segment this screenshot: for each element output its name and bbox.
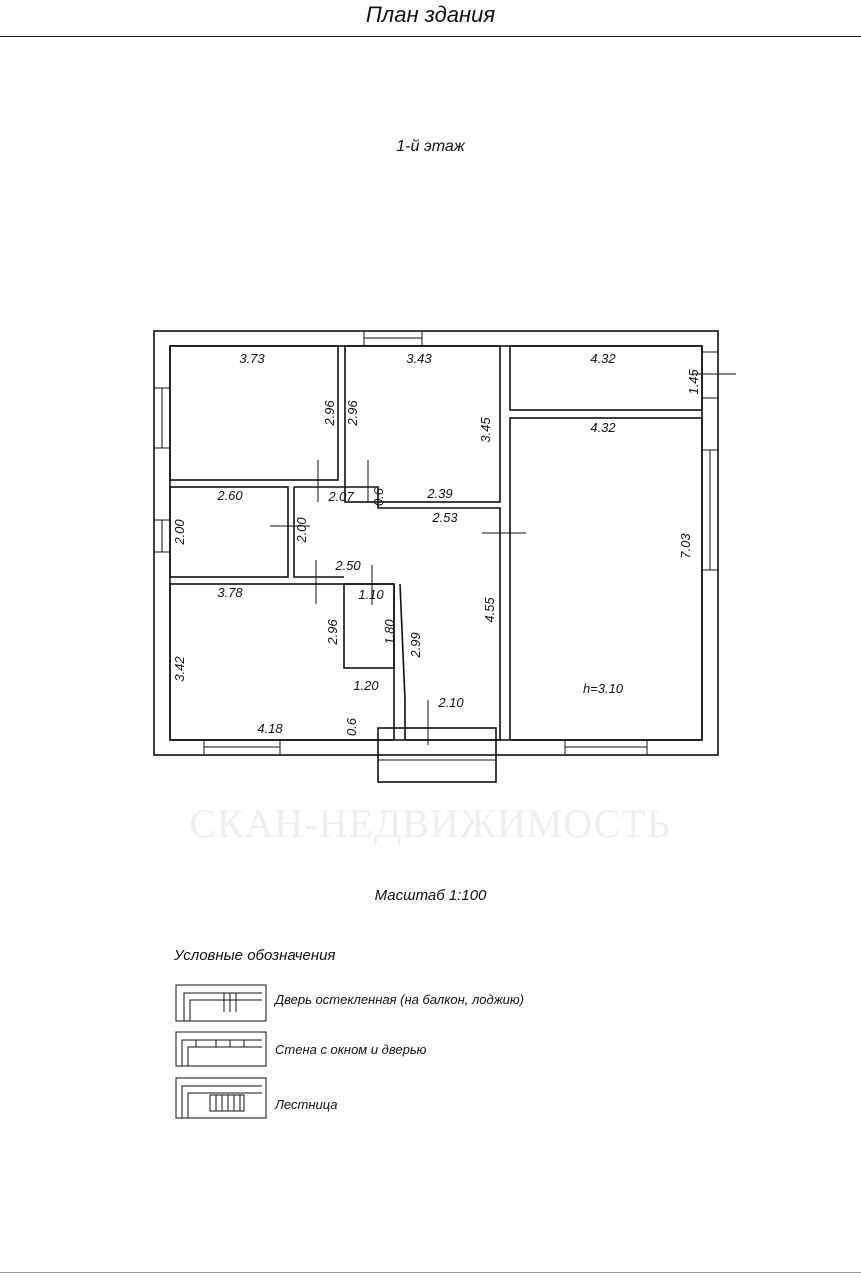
dim-corridor-height: 2.99 bbox=[408, 632, 423, 658]
dim-room5-height-right: 2.00 bbox=[294, 517, 309, 543]
dim-room6-height: 3.42 bbox=[172, 656, 187, 682]
dim-room5-height: 2.00 bbox=[172, 519, 187, 545]
dim-room6-corner: 0.6 bbox=[344, 717, 359, 737]
dim-room4-height: 7.03 bbox=[678, 533, 693, 559]
outer-walls bbox=[154, 331, 718, 755]
dim-bath-height: 1.80 bbox=[382, 619, 397, 645]
dim-bath-width: 1.10 bbox=[358, 587, 384, 602]
page-title: План здания bbox=[365, 2, 496, 27]
legend-item-stairs: Лестница bbox=[275, 1097, 338, 1112]
legend-title: Условные обозначения bbox=[174, 947, 336, 964]
floor-label: 1-й этаж bbox=[396, 138, 465, 155]
dim-room2-height-right: 3.45 bbox=[478, 417, 493, 443]
dim-room2-height-left: 2.96 bbox=[345, 400, 360, 426]
dim-room1-width: 3.73 bbox=[239, 351, 265, 366]
dim-room6-height-right: 2.96 bbox=[325, 619, 340, 645]
windows bbox=[154, 331, 718, 755]
dim-room3-width: 4.32 bbox=[590, 351, 616, 366]
wall-window-door-icon bbox=[176, 1032, 266, 1066]
dim-room6-bottom: 4.18 bbox=[257, 721, 283, 736]
watermark-text: СКАН-НЕДВИЖИМОСТЬ bbox=[189, 801, 671, 846]
dim-hall-b: 0.6 bbox=[371, 487, 386, 507]
scale-label: Масштаб 1:100 bbox=[374, 887, 487, 904]
bottom-divider bbox=[0, 1272, 861, 1273]
dim-hall-c: 2.39 bbox=[427, 486, 453, 501]
legend-item-wall-window-door: Стена с окном и дверью bbox=[275, 1042, 427, 1057]
dim-room4-width: 4.32 bbox=[590, 420, 616, 435]
stairs-icon bbox=[176, 1078, 266, 1118]
legend-item-glazed-door: Дверь остекленная (на балкон, лоджию) bbox=[275, 992, 524, 1007]
dim-hall-d: 2.53 bbox=[432, 510, 458, 525]
dim-bath-width-bottom: 1.20 bbox=[353, 678, 379, 693]
dim-room6-width: 3.78 bbox=[217, 585, 243, 600]
ceiling-height-label: h=3.10 bbox=[582, 681, 624, 696]
dim-porch-width: 2.10 bbox=[438, 695, 464, 710]
dim-room5-width: 2.60 bbox=[217, 488, 243, 503]
dim-hall-e: 2.50 bbox=[335, 558, 361, 573]
dimension-labels bbox=[172, 351, 701, 736]
dim-room3-height: 1.45 bbox=[686, 369, 701, 395]
dim-room1-height: 2.96 bbox=[322, 400, 337, 426]
dim-room2-width: 3.43 bbox=[406, 351, 432, 366]
interior-walls bbox=[170, 346, 702, 782]
dim-hall-f: 4.55 bbox=[482, 597, 497, 623]
glazed-door-icon bbox=[176, 985, 266, 1021]
dim-hall-a: 2.07 bbox=[328, 489, 354, 504]
